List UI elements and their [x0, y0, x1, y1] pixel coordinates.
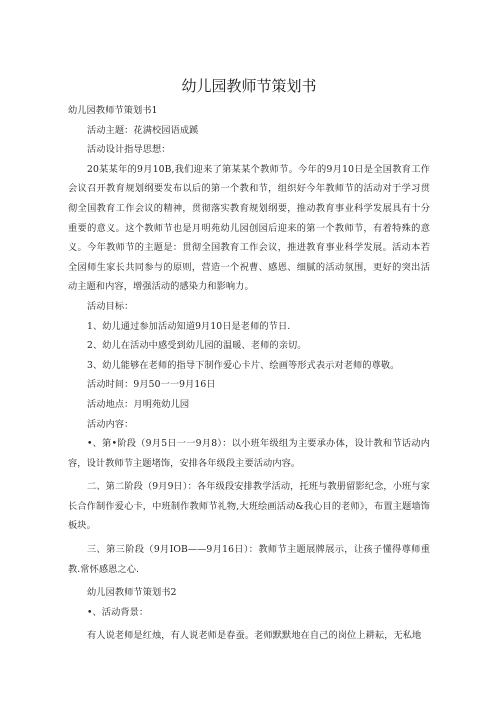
activity-location: 活动地点：月明苑幼儿园 [87, 398, 190, 410]
guiding-idea-label: 活动设计指导思想： [87, 144, 171, 156]
content-label: 活动内容： [87, 418, 134, 430]
activity-theme: 活动主题：花满校园语成蹊 [87, 124, 199, 136]
goal-item: 2、幼儿在活动中感受到幼儿园的温暖、老师的亲切。 [87, 340, 307, 352]
activity-time: 活动时间：9月50一一9月16日 [87, 379, 216, 391]
guiding-idea-text: 20某某年的9月10B,我们迎来了第某某个教师节。今年的9月10日是全国教育工作会议召开教育规划纲要发布以后的第一个教和节，组织好今年教师节的活动对于学习贯彻全国教育工作会议的精神，贯彻落实教育规划纲要，推动教育事业科学发展具有十分重要的意义。这个教师节也是月明苑幼儿园创园后迎来的第一个教师节，有着特殊的意义。今年教师节的主题是：贯彻全国教育工作会议，推进教育事业科学发展。活动本若全园师生家长共同参与的原则，营造一个祝曹、感恩、细腻的活动氛围，更好的突出活动主题和内容，增强活动的感染力和影响力。 [68, 163, 430, 293]
document-body [68, 101, 430, 646]
section-heading: 幼儿园教师节策划书2 [87, 587, 177, 599]
goals-label: 活动目标： [87, 300, 134, 312]
goal-item: 1、幼儿通过参加活动知道9月10日是老师的节日. [87, 320, 291, 332]
background-label: •、活动背景： [87, 606, 149, 618]
phase-one: •、第•阶段（9月5日一一9月8）：以小班年级组为主要承办体，设计教和节话动内容，设计教师节主题堵饰，安排各年级段主要活动内容。 [68, 438, 430, 469]
goal-item: 3、幼儿能够在老师的指导下制作爱心卡片、绘画等形式表示对老师的尊敬。 [87, 359, 400, 371]
document-title: 幼儿园教师节策划书 [181, 77, 317, 95]
phase-two: 二、第二阶段（9月9日）：各年级段安排教学活动，托班与教册留影纪念，小班与家长合作制作爱心卡，中班制作教师节礼物,大班绘画活动&我心目的老师》，布置主题墙饰板块。 [68, 481, 430, 532]
section-heading: 幼儿园教师节策划书1 [68, 105, 158, 116]
phase-three: 三、第三阶段（9月IOB——9月16日）：教师节主题展牌展示，让孩子懂得尊师重教.常怀感恩之心. [68, 544, 430, 575]
background-text: 有人说老师是红烛，有人说老师是春蚕。老师默默地在自己的岗位上耕耘，无私地 [87, 630, 422, 642]
